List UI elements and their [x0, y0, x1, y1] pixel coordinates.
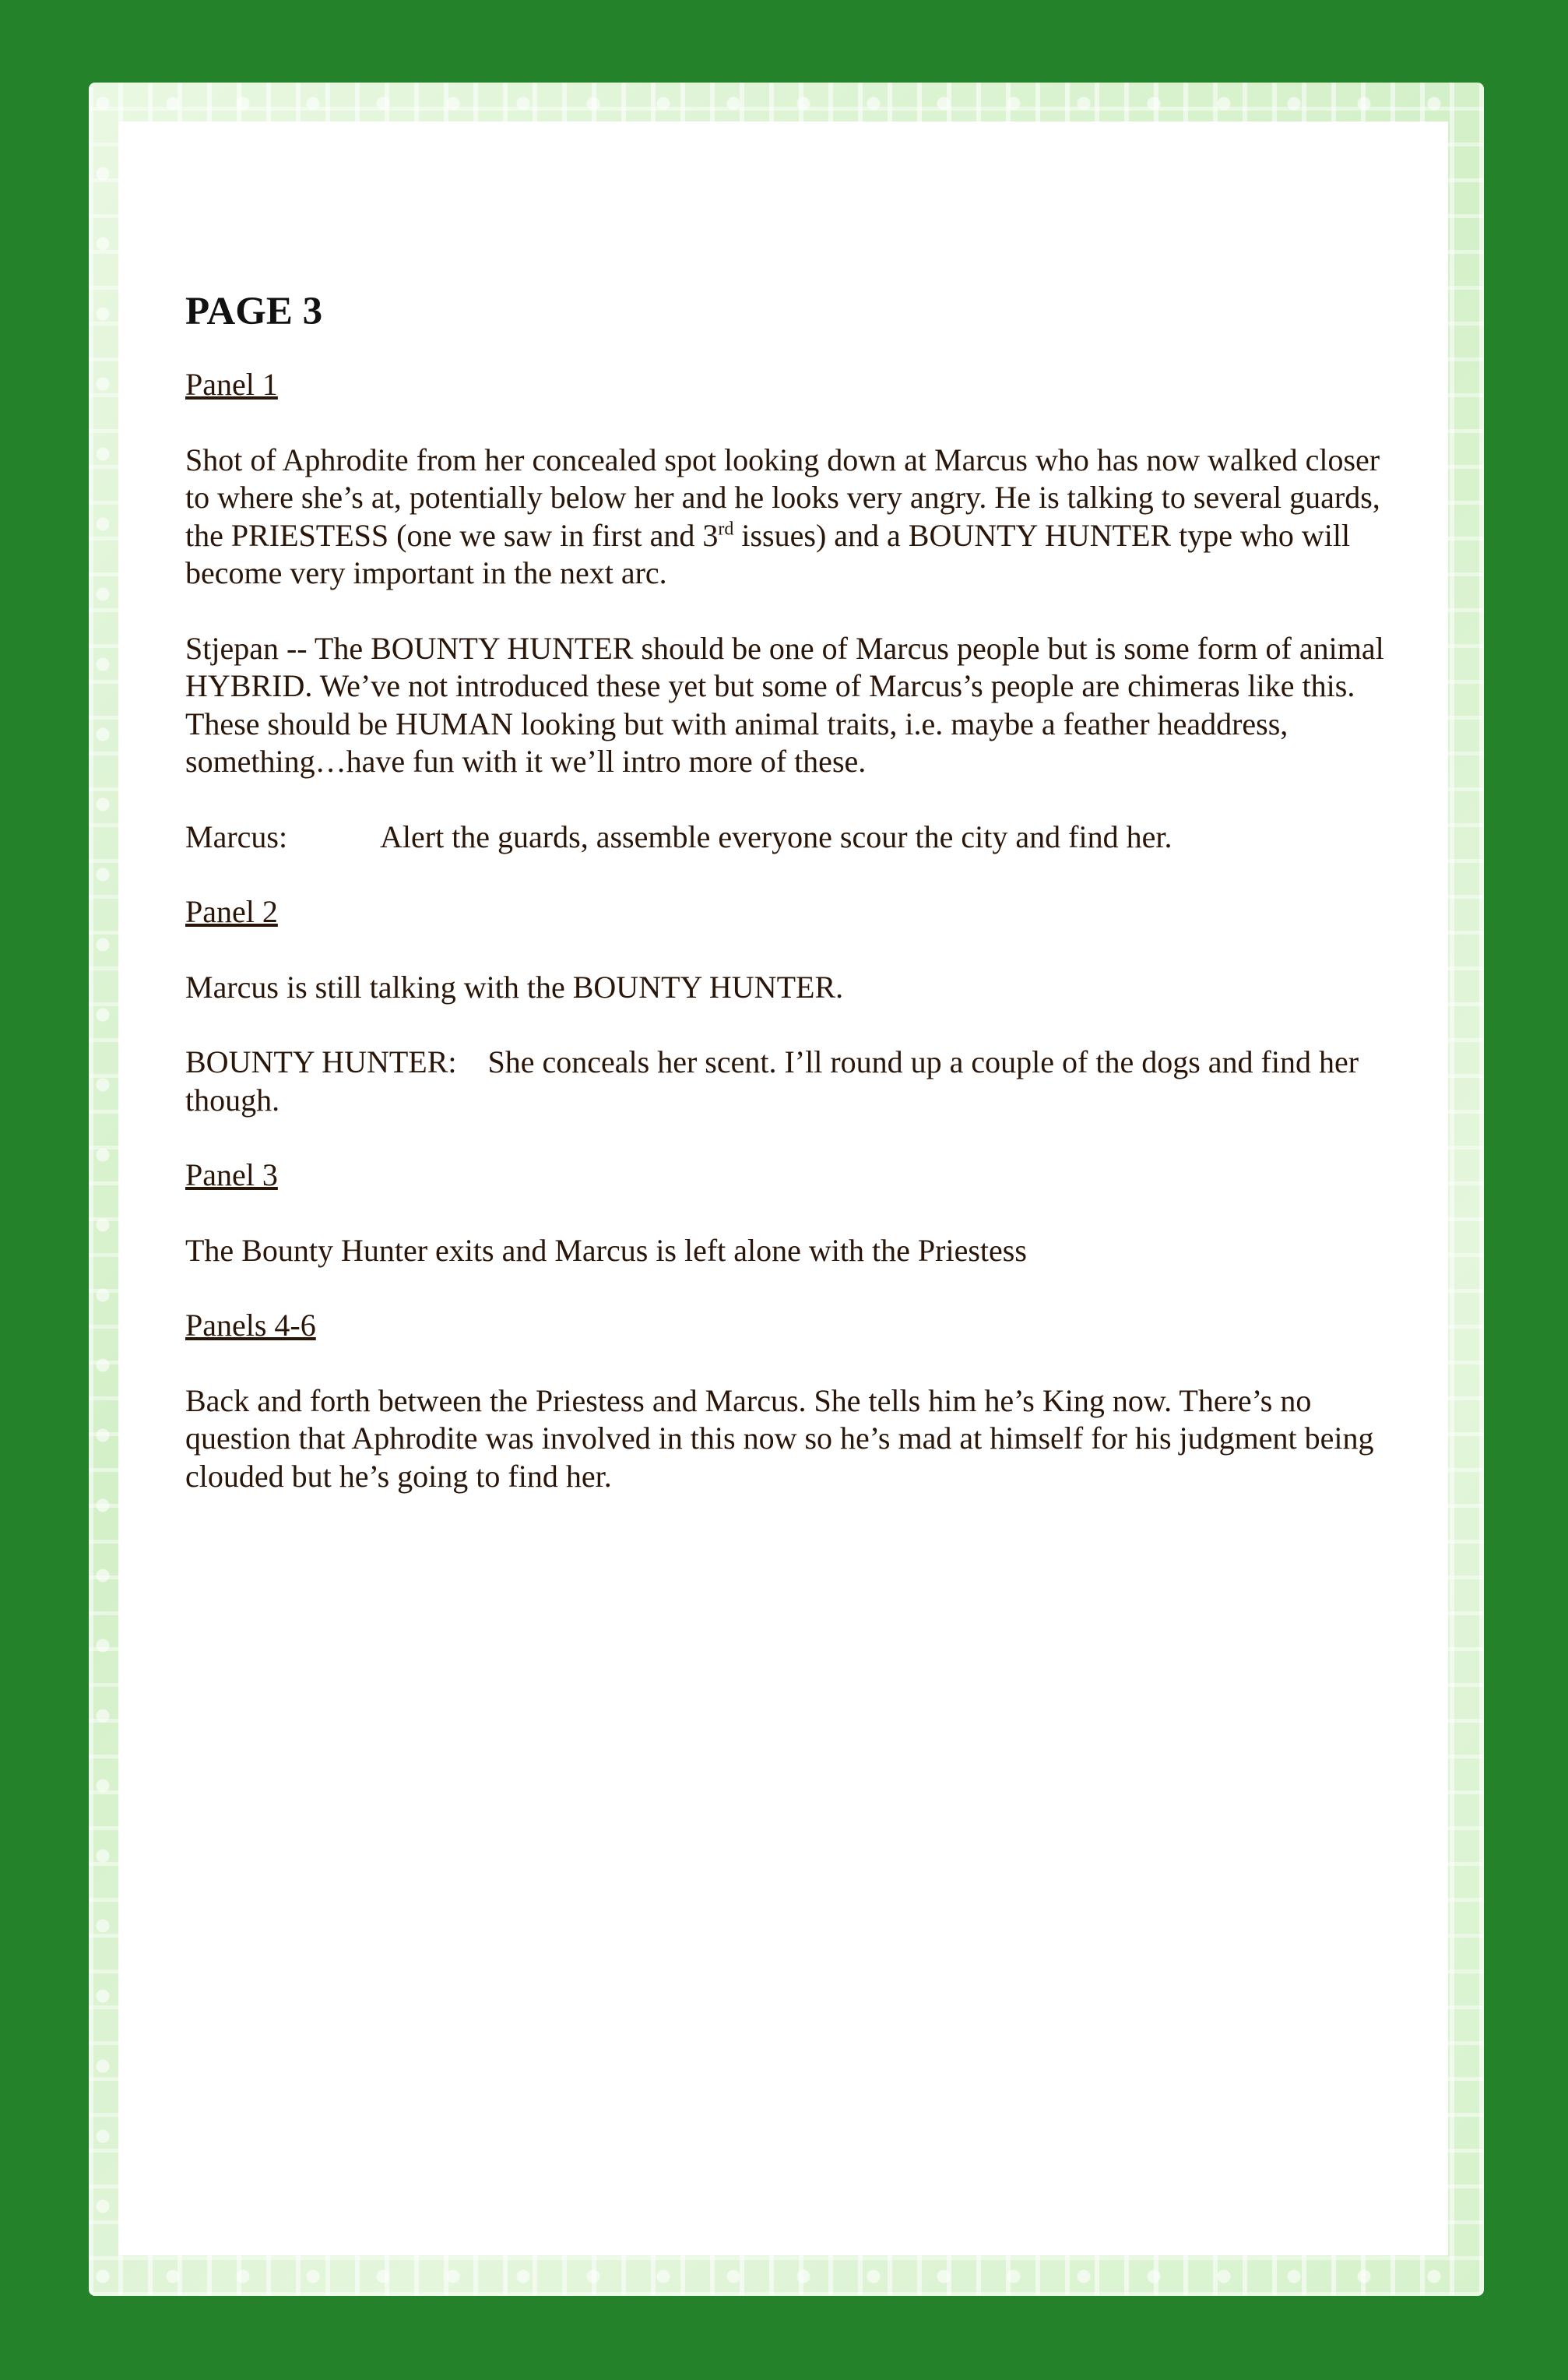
panel-2-heading: Panel 2 — [185, 894, 278, 929]
dialogue-bounty-hunter — [185, 1044, 1400, 1119]
speaker-name: Marcus: — [185, 819, 288, 854]
artist-note: Stjepan -- The BOUNTY HUNTER should be one of Marcus people but is some form of animal HYBRID. We’ve not introduced these yet but some of Marcus’s people are chimeras like this. These should be HUMAN looking but with animal traits, i.e. maybe a feather headdress, something…have fun with it we’ll intro more of these. — [185, 630, 1384, 779]
dialogue-line: She conceals her scent. I’ll round up a couple of the dogs and find her though. — [185, 1044, 1359, 1118]
panel-2-description: Marcus is still talking with the BOUNTY HUNTER. — [185, 969, 844, 1005]
speaker-name: BOUNTY HUNTER: — [185, 1044, 457, 1079]
panel-3-heading: Panel 3 — [185, 1157, 278, 1192]
panel-1-description: Shot of Aphrodite from her concealed spot looking down at Marcus who has now walked closer to where she’s at, potentially below her and he looks very angry. He is talking to several guards, the PRIESTESS (one we saw in first and 3rd issues) and a BOUNTY HUNTER type who will become very important in the next arc. — [185, 442, 1380, 590]
panels-4-6-description: Back and forth between the Priestess and Marcus. She tells him he’s King now. There’s no question that Aphrodite was involved in this now so he’s mad at himself for his judgment being clouded but he’s going to find her. — [185, 1382, 1374, 1494]
panels-4-6-heading: Panels 4-6 — [185, 1308, 316, 1343]
dialogue-marcus — [185, 819, 1400, 857]
panel-3-description: The Bounty Hunter exits and Marcus is left alone with the Priestess — [185, 1232, 1027, 1268]
script-content — [185, 288, 1400, 1533]
page-title: PAGE 3 — [185, 290, 323, 333]
panel-1-heading: Panel 1 — [185, 367, 278, 402]
dialogue-line: Alert the guards, assemble everyone scour the city and find her. — [380, 819, 1172, 854]
